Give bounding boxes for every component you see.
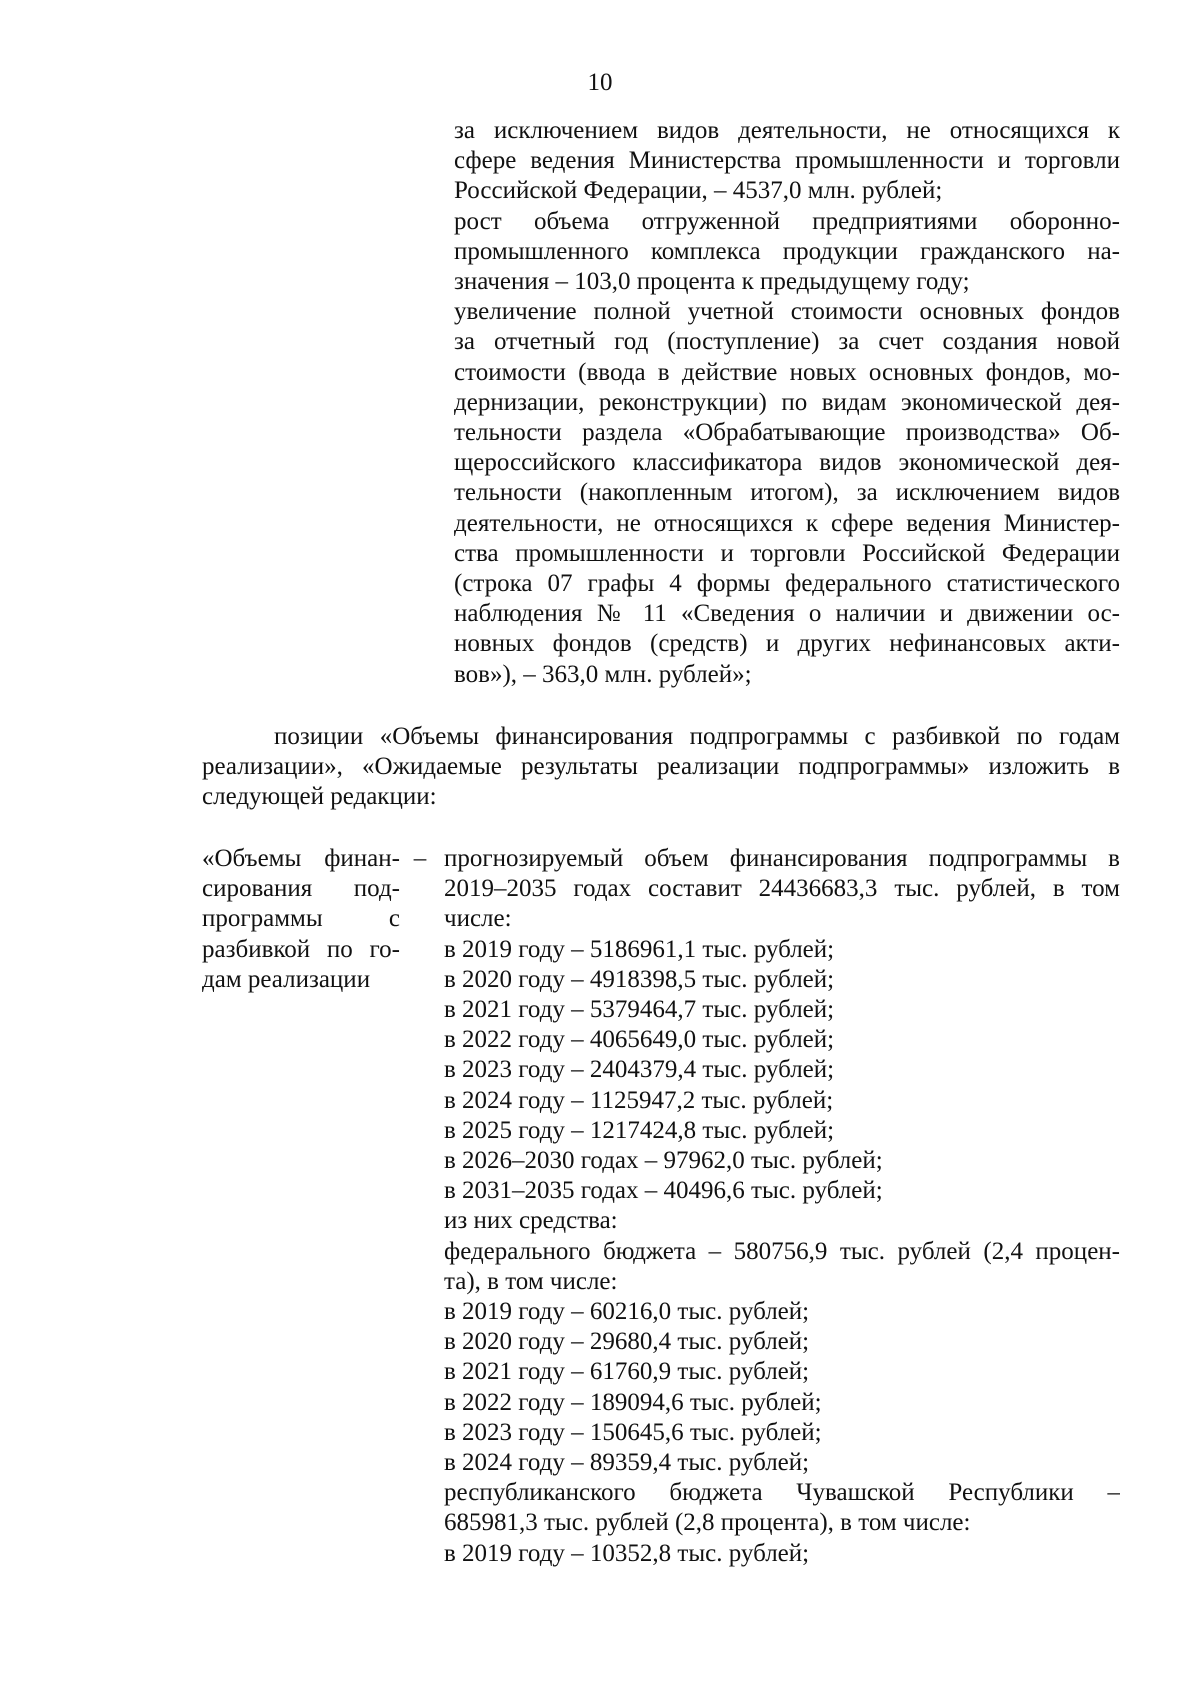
text-line: программы с — [202, 905, 400, 933]
text-line: щероссийского классификатора видов экономической дея- — [454, 449, 1120, 477]
text-line: в 2024 году – 1125947,2 тыс. рублей; — [444, 1086, 834, 1114]
text-line: за исключением видов деятельности, не относящихся к — [454, 117, 1120, 144]
text-line: деятельности, не относящихся к сфере ведения Министер- — [454, 509, 1120, 537]
text-line: в 2021 году – 5379464,7 тыс. рублей; — [444, 996, 835, 1024]
text-line: промышленного комплекса продукции гражданского на- — [454, 237, 1120, 265]
text-line: в 2020 году – 4918398,5 тыс. рублей; — [444, 965, 835, 993]
text-line: разбивкой по го- — [202, 935, 400, 963]
text-line: числе: — [444, 905, 512, 933]
text-line: ства промышленности и торговли Российской Федерации — [454, 539, 1120, 567]
text-line: в 2019 году – 60216,0 тыс. рублей; — [444, 1298, 810, 1326]
text-line: в 2023 году – 150645,6 тыс. рублей; — [444, 1418, 822, 1446]
text-line: рост объема отгруженной предприятиями оборонно- — [454, 207, 1120, 235]
text-line: в 2031–2035 годах – 40496,6 тыс. рублей; — [444, 1177, 883, 1205]
text-line: позиции «Объемы финансирования подпрограммы с разбивкой по годам — [274, 723, 1120, 750]
text-line: в 2025 году – 1217424,8 тыс. рублей; — [444, 1116, 835, 1144]
text-line: республиканского бюджета Чувашской Республики – — [444, 1479, 1120, 1507]
text-line: в 2026–2030 годах – 97962,0 тыс. рублей; — [444, 1147, 883, 1175]
text-line: прогнозируемый объем финансирования подпрограммы в — [444, 845, 1120, 872]
text-line: стоимости (ввода в действие новых основных фондов, мо- — [454, 358, 1120, 386]
text-line: «Объемы финан- — [202, 845, 400, 872]
text-line: в 2019 году – 5186961,1 тыс. рублей; — [444, 935, 835, 963]
text-line: 2019–2035 годах составит 24436683,3 тыс. рублей, в том — [444, 875, 1120, 903]
text-line: сфере ведения Министерства промышленности и торговли — [454, 147, 1120, 175]
text-line: реализации», «Ожидаемые результаты реализации подпрограммы» изложить в — [202, 753, 1120, 781]
text-line: в 2020 году – 29680,4 тыс. рублей; — [444, 1328, 810, 1356]
text-line: в 2023 году – 2404379,4 тыс. рублей; — [444, 1056, 835, 1084]
text-line: увеличение полной учетной стоимости основных фондов — [454, 298, 1120, 326]
text-line: за отчетный год (поступление) за счет создания новой — [454, 328, 1120, 356]
text-line: федерального бюджета – 580756,9 тыс. рублей (2,4 процен- — [444, 1237, 1120, 1265]
financing-volumes-text — [444, 844, 1120, 1569]
text-line: в 2019 году – 10352,8 тыс. рублей; — [444, 1539, 810, 1567]
text-line: тельности (накопленным итогом), за исключением видов — [454, 479, 1120, 507]
text-line: в 2022 году – 4065649,0 тыс. рублей; — [444, 1026, 835, 1054]
text-line: следующей редакции: — [202, 783, 437, 811]
text-line: в 2022 году – 189094,6 тыс. рублей; — [444, 1388, 822, 1416]
text-line: та), в том числе: — [444, 1267, 618, 1295]
text-line: в 2021 году – 61760,9 тыс. рублей; — [444, 1358, 810, 1386]
text-line: из них средства: — [444, 1207, 618, 1235]
text-line: вов»), – 363,0 млн. рублей»; — [454, 660, 752, 688]
text-line: дам реализации — [202, 965, 371, 993]
amendment-intro-paragraph — [202, 722, 1120, 813]
text-line: Российской Федерации, – 4537,0 млн. рублей; — [454, 177, 943, 205]
position-label-financing — [202, 844, 400, 995]
page-number: 10 — [587, 69, 613, 96]
text-line: сирования под- — [202, 875, 400, 903]
position-separator-dash: – — [413, 845, 427, 872]
expected-results-continuation — [454, 116, 1120, 690]
text-line: в 2024 году – 89359,4 тыс. рублей; — [444, 1449, 810, 1477]
text-line: дернизации, реконструкции) по видам экономической дея- — [454, 388, 1120, 416]
text-line: тельности раздела «Обрабатывающие производства» Об- — [454, 419, 1120, 447]
text-line: новных фондов (средств) и других нефинансовых акти- — [454, 630, 1120, 658]
text-line: наблюдения № 11 «Сведения о наличии и движении ос- — [454, 600, 1120, 628]
text-line: значения – 103,0 процента к предыдущему году; — [454, 268, 970, 296]
text-line: 685981,3 тыс. рублей (2,8 процента), в том числе: — [444, 1509, 971, 1537]
text-line: (строка 07 графы 4 формы федерального статистического — [454, 570, 1120, 598]
